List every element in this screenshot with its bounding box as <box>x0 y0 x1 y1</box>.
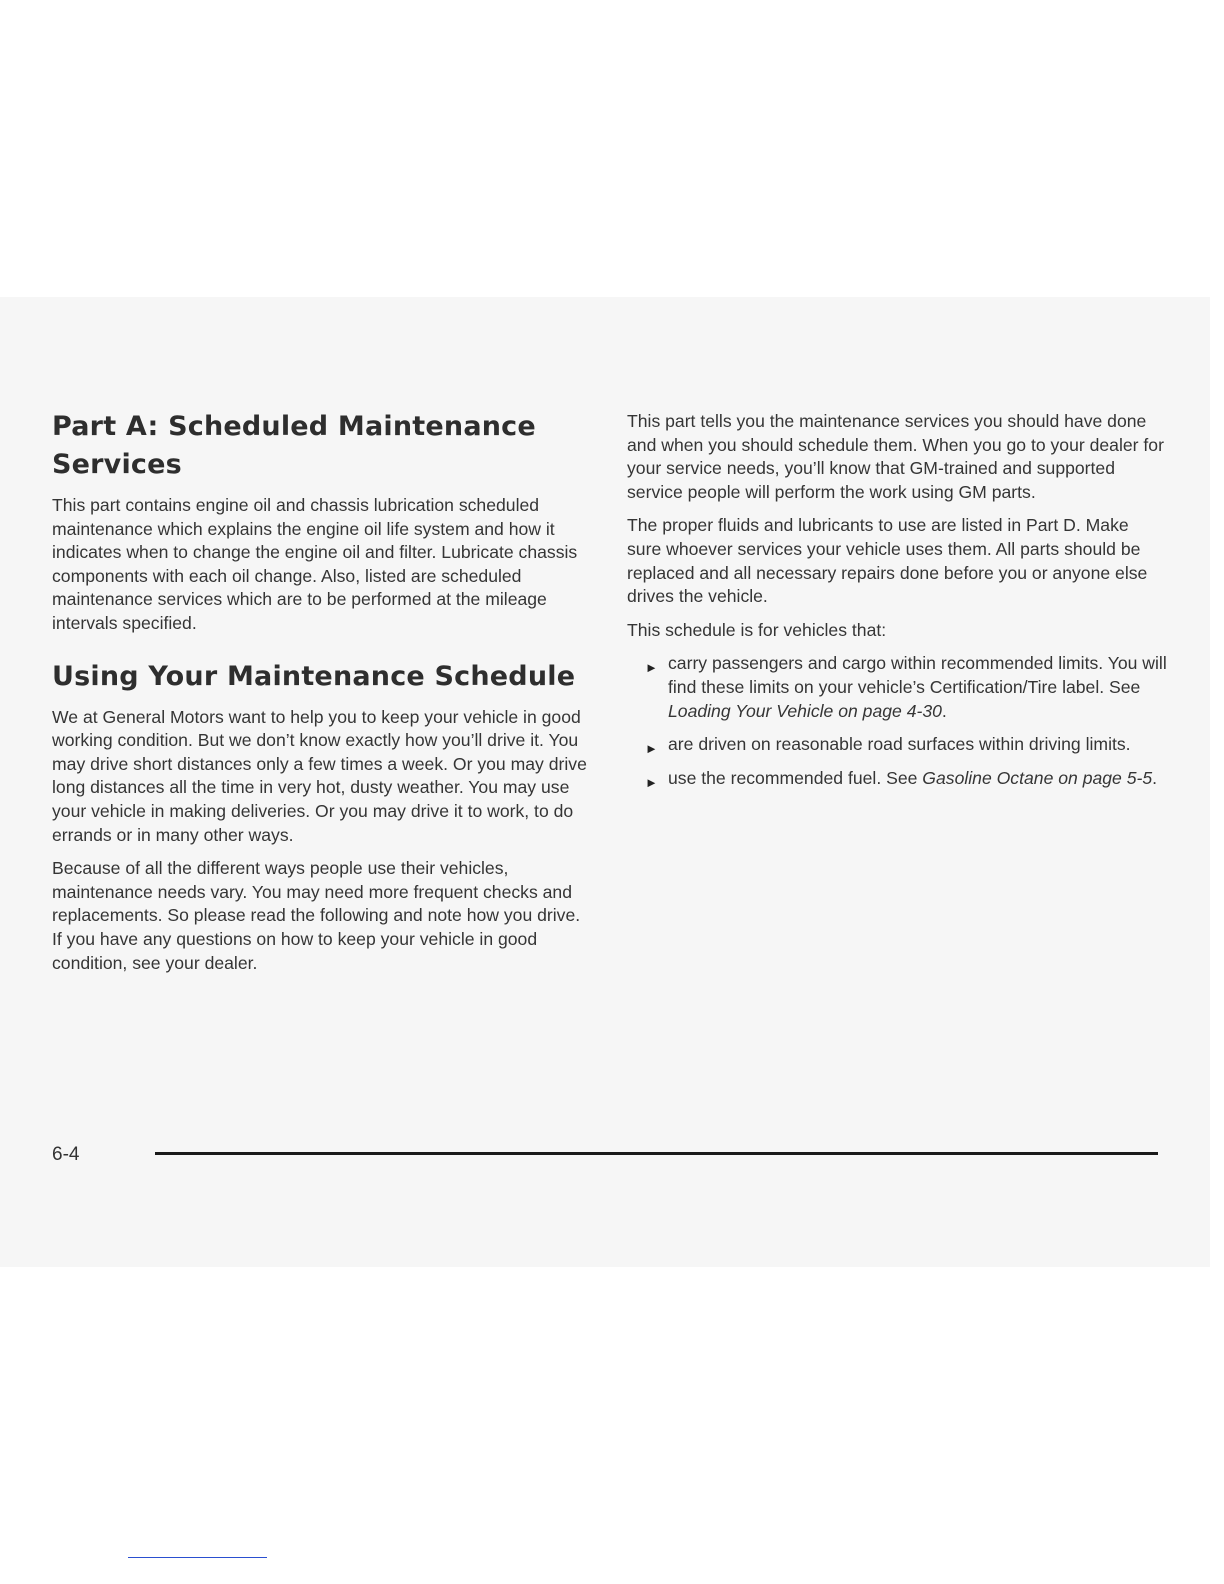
bottom-link-underline <box>128 1557 267 1558</box>
footer-rule <box>155 1152 1158 1155</box>
list-item-text: carry passengers and cargo within recommended limits. You will find these limits on your vehicle’s Certification/Tire label. See <box>668 653 1167 697</box>
paragraph-services-intro: This part tells you the maintenance services you should have done and when you should schedule them. When you go to your dealer for your service needs, you’ll know that GM-trained and supported service people will perform the work using GM parts. <box>627 411 1164 502</box>
bullet-icon: ► <box>645 660 658 676</box>
list-item <box>627 767 1167 791</box>
list-item-end: . <box>1152 767 1158 788</box>
vehicle-conditions-list <box>627 652 1167 790</box>
cross-reference-link[interactable]: Gasoline Octane on page 5-5 <box>922 767 1153 788</box>
list-item <box>627 652 1167 723</box>
list-item-text: use the recommended fuel. See <box>668 767 923 788</box>
right-column <box>627 410 1167 800</box>
heading-scheduled-maintenance: Part A: Scheduled Maintenance Services <box>52 411 536 480</box>
list-item <box>627 733 1167 757</box>
left-column <box>52 408 592 975</box>
heading-using-schedule: Using Your Maintenance Schedule <box>52 660 576 692</box>
paragraph-maintenance-needs: Because of all the different ways people use their vehicles, maintenance needs vary. You may need more frequent checks and replacements. So please read the following and note how you drive. If you have any questions on how to keep your vehicle in good condition, see your dealer. <box>52 858 581 973</box>
list-item-text: are driven on reasonable road surfaces within driving limits. <box>668 734 1131 755</box>
paragraph-part-a-intro: This part contains engine oil and chassis lubrication scheduled maintenance which explains the engine oil life system and how it indicates when to change the engine oil and filter. Lubricate chassis components with each oil change. Also, listed are scheduled maintenance services which are to be performed at the mileage intervals specified. <box>52 495 578 633</box>
page-number: 6-4 <box>52 1144 80 1165</box>
cross-reference-link[interactable]: Loading Your Vehicle on page 4-30 <box>668 700 942 721</box>
bullet-icon: ► <box>645 774 658 790</box>
paragraph-fluids: The proper fluids and lubricants to use are listed in Part D. Make sure whoever services your vehicle uses them. All parts should be replaced and all necessary repairs done before you or anyone else drives the vehicle. <box>627 515 1148 607</box>
bullet-icon: ► <box>645 741 658 757</box>
paragraph-schedule-for: This schedule is for vehicles that: <box>627 619 887 640</box>
paragraph-general-motors: We at General Motors want to help you to keep your vehicle in good working condition. But we don’t know exactly how you’ll drive it. You may drive short distances only a few times a week. Or you may drive long distances all the time in very hot, dusty weather. You may use your vehicle in making deliveries. Or you may drive it to work, to do errands or in many other ways. <box>52 706 587 845</box>
list-item-end: . <box>941 700 947 721</box>
